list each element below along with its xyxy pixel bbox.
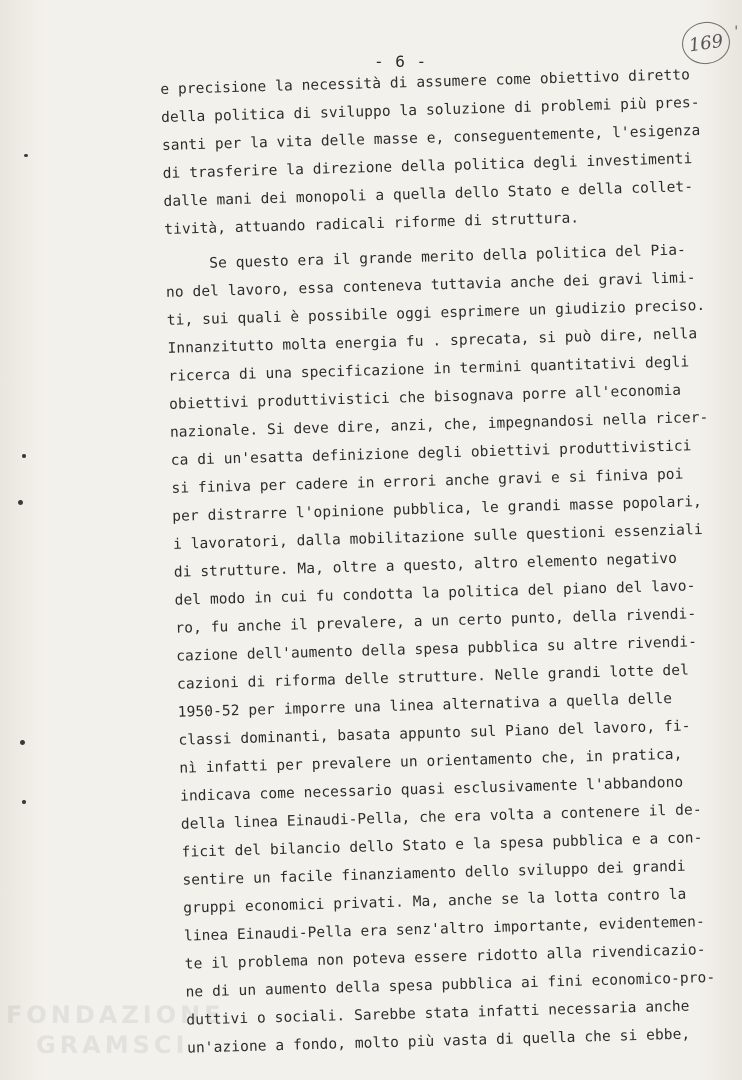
text-line: ne di un aumento della spesa pubblica ai fini economico-pro- bbox=[185, 969, 716, 1001]
text-line: linea Einaudi-Pella era senz'altro importante, evidentemen- bbox=[183, 914, 706, 945]
folio-number-text: 169 bbox=[687, 30, 725, 56]
text-line: dalle mani dei monopoli a quella dello Stato e della collet- bbox=[163, 179, 694, 210]
margin-mark bbox=[18, 500, 23, 505]
folio-mark: ' bbox=[732, 24, 741, 40]
watermark-line: GRAMSCI bbox=[36, 1031, 189, 1059]
text-line: cazioni di riforma delle strutture. Nelle grandi lotte del bbox=[176, 662, 690, 693]
text-line: per distrarre l'opinione pubblica, le grandi masse popolari, bbox=[172, 494, 703, 525]
text-line: si finiva per cadere in errori anche gravi e si finiva poi bbox=[171, 466, 684, 497]
text-line: ca di un'esatta definizione degli obiettivi produttivistici bbox=[170, 438, 692, 469]
margin-mark bbox=[20, 740, 25, 745]
text-line: di trasferire la direzione della politica degli investimenti bbox=[162, 151, 693, 182]
text-line: no del lavoro, essa conteneva tuttavia anche dei gravi limi- bbox=[165, 270, 696, 301]
archive-watermark bbox=[6, 1000, 225, 1060]
text-line: classi dominanti, basata appunto sul Piano del lavoro, fi- bbox=[178, 718, 691, 749]
text-line: te il problema non poteva essere ridotto alla rivendicazio- bbox=[184, 942, 706, 973]
paragraph-first-line: Se questo era il grande merito della politica del Pia- bbox=[209, 242, 687, 272]
margin-mark bbox=[24, 154, 28, 157]
text-line: obiettivi produttivistici che bisognava porre all'economia bbox=[168, 382, 682, 413]
text-line: 1950-52 per imporre una linea alternativa a quella delle bbox=[177, 690, 673, 721]
text-line: della linea Einaudi-Pella, che era volta a contenere il de- bbox=[180, 802, 702, 833]
margin-mark bbox=[22, 800, 26, 804]
text-line: santi per la vita delle masse e, conseguentemente, l'esigenza bbox=[161, 122, 701, 154]
text-line: ro, fu anche il prevalere, a un certo punto, della rivendi- bbox=[175, 606, 697, 637]
text-line: Innanzitutto molta energia fu . sprecata, si può dire, nella bbox=[167, 326, 698, 357]
text-line: tività, attuando radicali riforme di struttura. bbox=[164, 210, 580, 238]
text-line: sentire un facile finanziamento dello sviluppo dei grandi bbox=[182, 858, 686, 889]
text-line: nazionale. Si deve dire, anzi, che, impegnandosi nella ricer- bbox=[169, 409, 709, 441]
text-line: ficit del bilancio dello Stato e la spesa pubblica e a con- bbox=[181, 830, 703, 861]
watermark-line: FONDAZIONE bbox=[6, 1001, 225, 1029]
text-line: indicava come necessario quasi esclusivamente l'abbandono bbox=[179, 774, 684, 805]
text-line: e precisione la necessità di assumere come obiettivo diretto bbox=[160, 67, 691, 98]
text-line: un'azione a fondo, molto più vasta di quella che si ebbe, bbox=[186, 1026, 691, 1057]
margin-mark bbox=[22, 454, 26, 458]
text-line: gruppi economici privati. Ma, anche se la lotta contro la bbox=[183, 886, 687, 917]
text-line: cazione dell'aumento della spesa pubblica su altre rivendi- bbox=[175, 634, 698, 665]
text-line: ti, sui quali è possibile oggi esprimere un giudizio preciso. bbox=[166, 297, 706, 329]
text-line: del modo in cui fu condotta la politica del piano del lavo- bbox=[174, 578, 696, 609]
text-line: nì infatti per prevalere un orientamento che, in pratica, bbox=[179, 746, 683, 777]
text-line: ricerca di una specificazione in termini quantitativi degli bbox=[168, 354, 690, 385]
page-number: - 6 - bbox=[374, 52, 428, 71]
text-line: di strutture. Ma, oltre a questo, altro elemento negativo bbox=[173, 550, 678, 581]
body-text bbox=[160, 60, 742, 1062]
text-line: i lavoratori, dalla mobilitazione sulle questioni essenziali bbox=[172, 522, 703, 553]
text-line: duttivi o sociali. Sarebbe stata infatti necessaria anche bbox=[186, 998, 690, 1029]
text-line: della politica di sviluppo la soluzione di problemi più pres- bbox=[160, 94, 700, 126]
